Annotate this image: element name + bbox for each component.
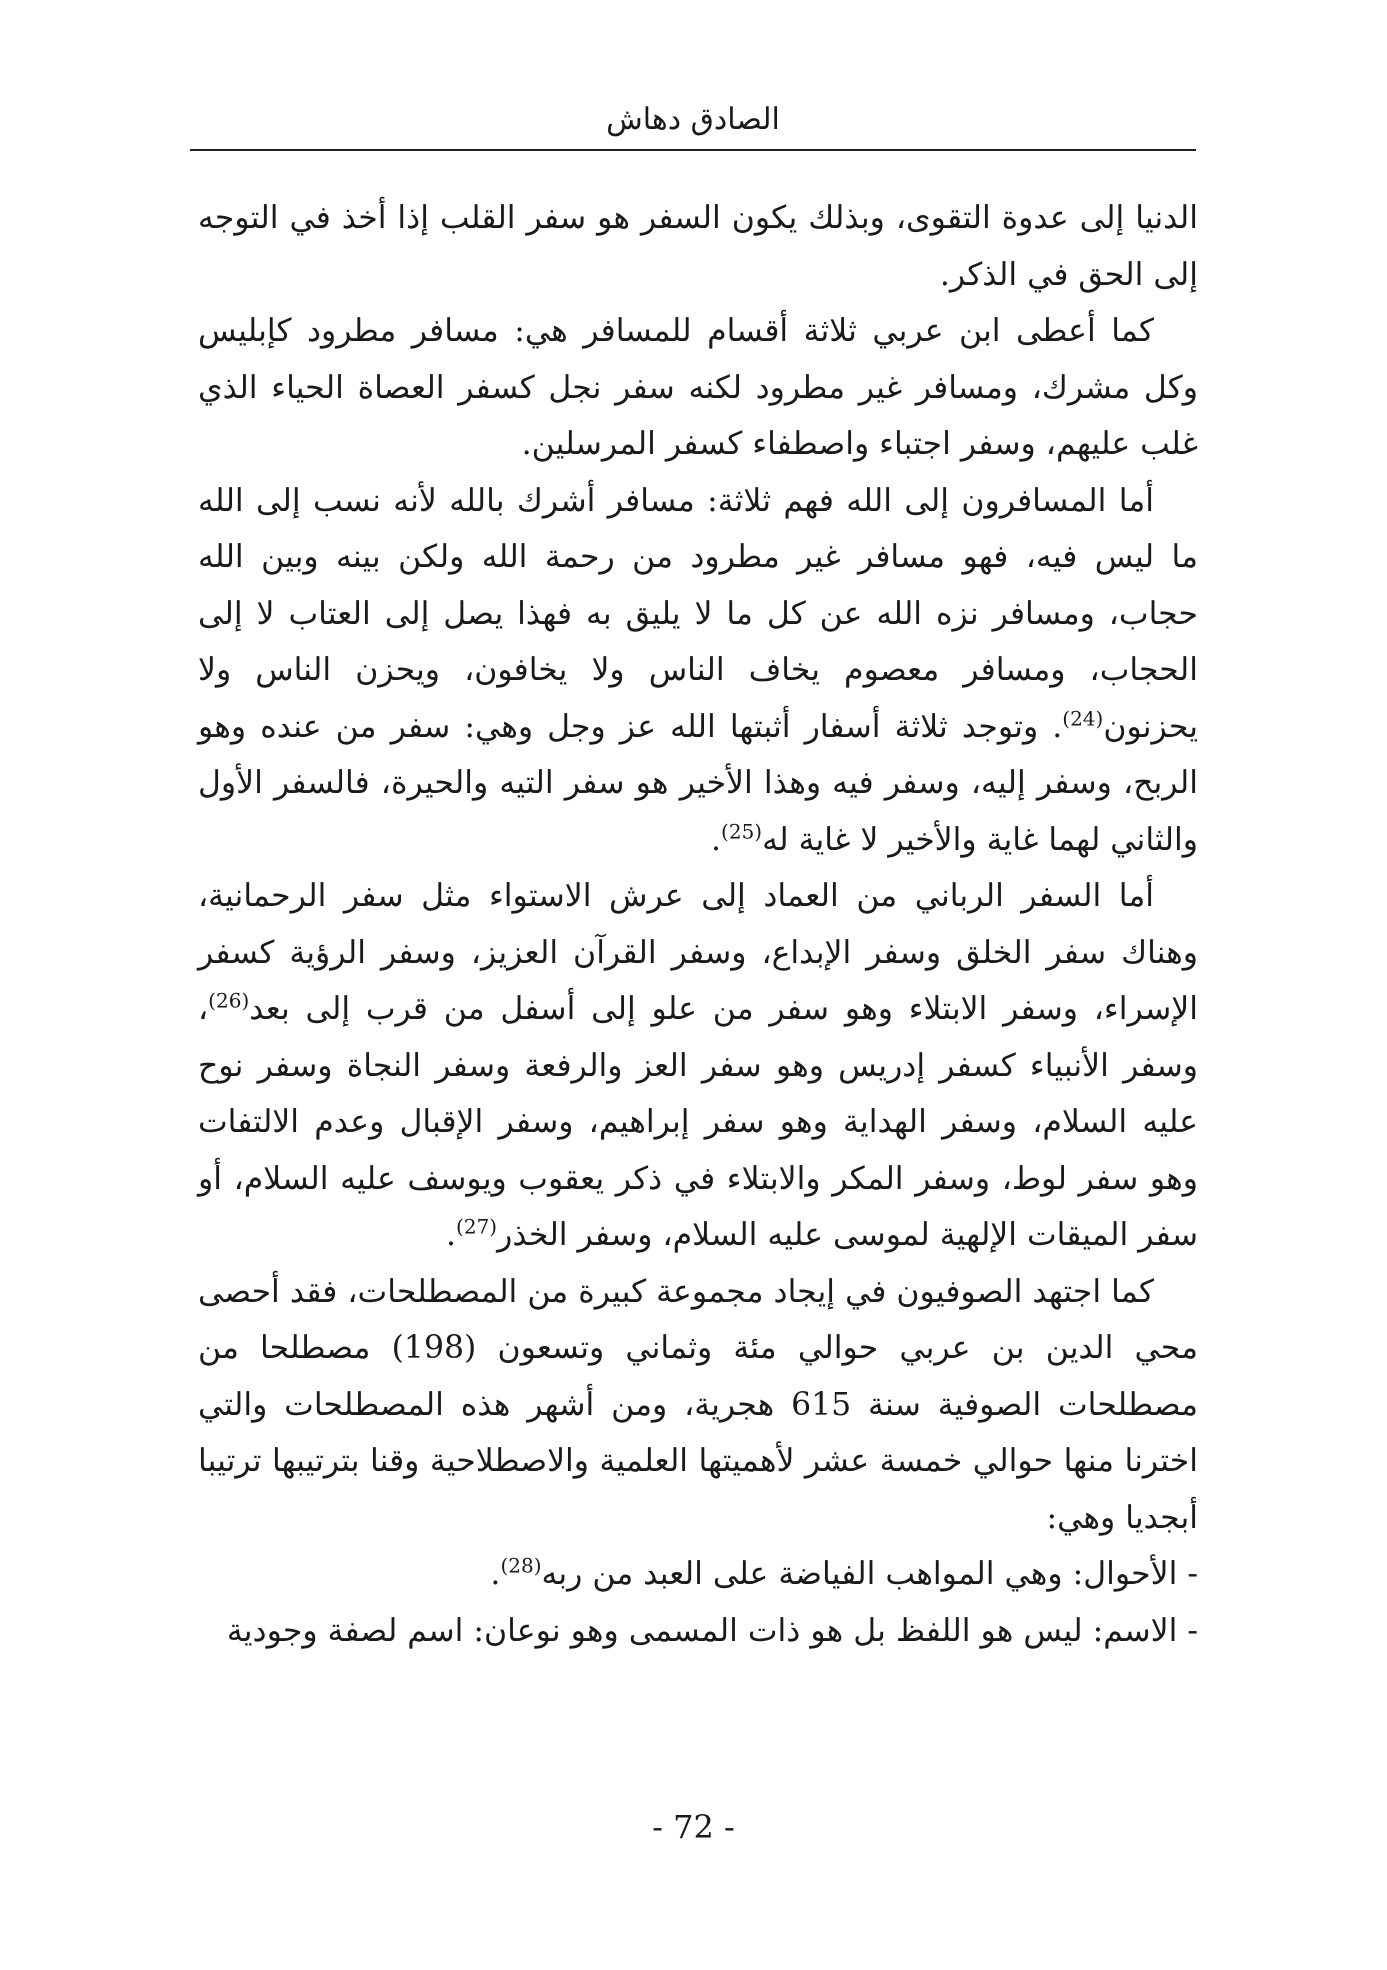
- paragraph-4: [198, 868, 1198, 1264]
- paragraph-4-text-b: ، وسفر الأنبياء كسفر إدريس وهو سفر العز والرفعة وسفر النجاة وسفر نوح عليه السلام، وسفر الهداية وهو سفر إبراهيم، وسفر الإقبال وعدم الالتفات وهو سفر لوط، وسفر المكر والابتلاء في ذكر يعقوب ويوسف عليه السلام، أو سفر الميقات الإلهية لموسى عليه السلام، وسفر الخذر: [198, 991, 1198, 1253]
- body-text: [198, 190, 1198, 1659]
- paragraph-5: كما اجتهد الصوفيون في إيجاد مجموعة كبيرة من المصطلحات، فقد أحصى محي الدين بن عربي حوالي مئة وثماني وتسعون (198) مصطلحا من مصطلحات الصوفية سنة 615 هجرية، ومن أشهر هذه المصطلحات والتي اخترنا منها حوالي خمسة عشر لأهميتها العلمية والاصطلاحية وقنا بترتيبها ترتيبا أبجديا وهي:: [198, 1273, 1198, 1536]
- paragraph-3: [198, 473, 1198, 869]
- paragraph-3-text-b: . وتوجد ثلاثة أسفار أثبتها الله عز وجل وهي: سفر من عنده وهو الربح، وسفر إليه، وسفر فيه وهذا الأخير هو سفر التيه والحيرة، فالسفر الأول والثاني لهما غاية والأخير لا غاية له: [198, 708, 1198, 858]
- paragraph-4-text-a: أما السفر الرباني من العماد إلى عرش الاستواء مثل سفر الرحمانية، وهناك سفر الخلق وسفر الإبداع، وسفر القرآن العزيز، وسفر الرؤية كسفر الإسراء، وسفر الابتلاء وهو سفر من علو إلى أسفل من قرب إلى بعد: [198, 878, 1198, 1027]
- header-rule: [190, 149, 1196, 151]
- running-header: الصادق دهاش: [606, 102, 780, 137]
- footnote-ref-26: (26): [208, 988, 250, 1013]
- paragraph-3-text-a: أما المسافرون إلى الله فهم ثلاثة: مسافر أشرك بالله لأنه نسب إلى الله ما ليس فيه، فهو مسافر غير مطرود من رحمة الله ولكن بينه وبين الله حجاب، ومسافر نزه الله عن كل ما لا يليق به فهذا يصل إلى العتاب لا إلى الحجاب، ومسافر معصوم يخاف الناس ولا يخافون، ويحزن الناس ولا يحزنون: [198, 482, 1198, 745]
- list-item-ahwal-end: .: [490, 1556, 501, 1592]
- footnote-ref-28: (28): [500, 1553, 542, 1578]
- page-number: - 72 -: [652, 1808, 735, 1846]
- paragraph-4-text-c: .: [446, 1217, 457, 1253]
- list-item-ism-text: - الاسم: ليس هو اللفظ بل هو ذات المسمى وهو نوعان: اسم لصفة وجودية: [226, 1612, 1198, 1649]
- paragraph-1: الدنيا إلى عدوة التقوى، وبذلك يكون السفر هو سفر القلب إذا أخذ في التوجه إلى الحق في الذكر.: [198, 200, 1198, 293]
- list-item-ahwal: [198, 1546, 1198, 1603]
- paragraph-3-text-c: .: [711, 821, 722, 858]
- footnote-ref-27: (27): [456, 1214, 498, 1239]
- list-item-ahwal-text: - الأحوال: وهي المواهب الفياضة على العبد من ربه: [541, 1556, 1198, 1592]
- footnote-ref-25: (25): [721, 819, 763, 843]
- paragraph-2: كما أعطى ابن عربي ثلاثة أقسام للمسافر هي: مسافر مطرود كإبليس وكل مشرك، ومسافر غير مطرود لكنه سفر نجل كسفر العصاة الحياء الذي غلب عليهم، وسفر اجتباء واصطفاء كسفر المرسلين.: [198, 313, 1198, 462]
- footnote-ref-24: (24): [1062, 706, 1104, 730]
- list-item-ism: [198, 1603, 1198, 1660]
